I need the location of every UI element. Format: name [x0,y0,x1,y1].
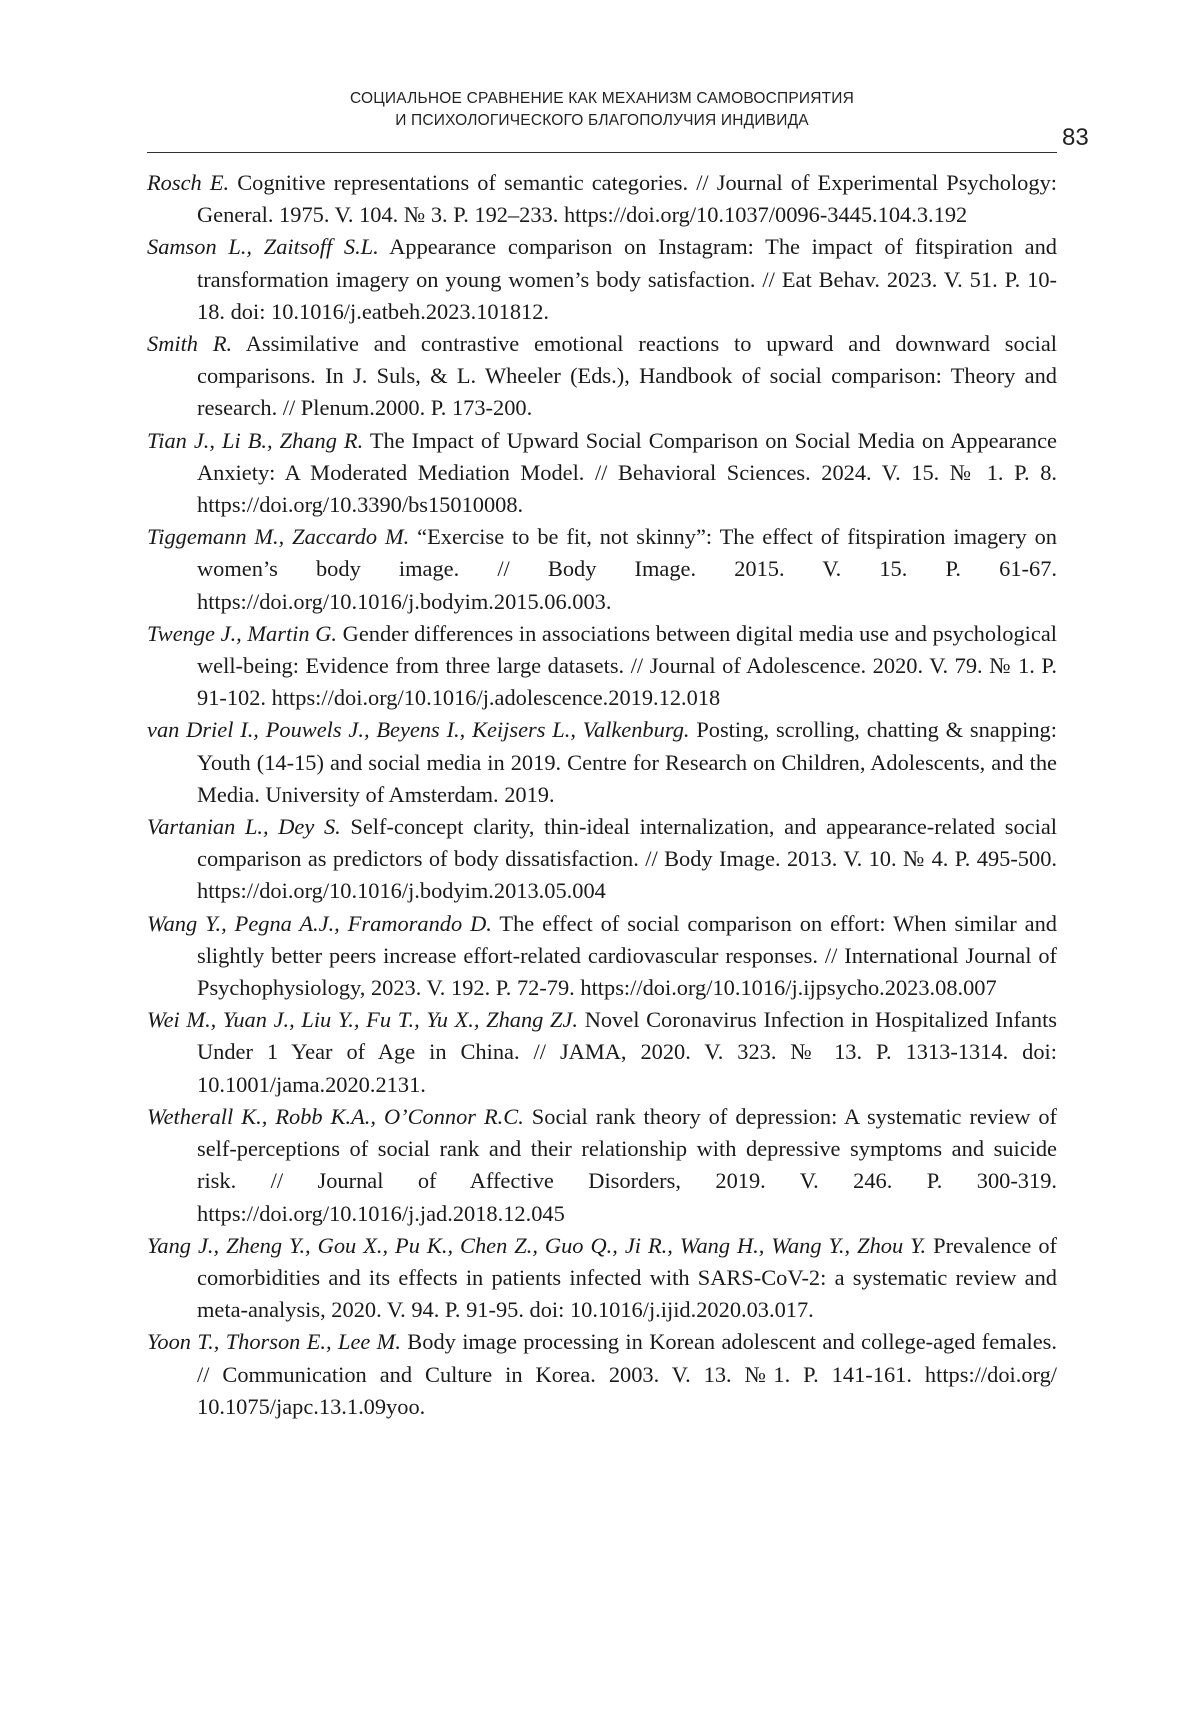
reference-text: Cognitive representations of semantic categories. // Journal of Experimental Psychology: General. 1975. V. 104. № 3. P. 192–233. https://doi.org/10.1037/0096-3445.104.3.192 [197,170,1057,228]
reference-text: Novel Coronavirus Infection in Hospitalized Infants Under 1 Year of Age in China. // JAMA, 2020. V. 323. № 13. P. 1313-1314. doi: 10.1001/jama.2020.2131. [197,1007,1058,1097]
reference-authors: Tiggemann M., Zaccardo M. [147,524,410,550]
reference-entry [147,1230,1057,1327]
reference-authors: Wei M., Yuan J., Liu Y., Fu T., Yu X., Zhang ZJ. [147,1007,579,1033]
reference-text: Body image processing in Korean adolescent and college-aged females. // Communication and Culture in Korea. 2003. V. 13. №1. P. 141-161. https://doi.org/ 10.1075/japc.13.1.09yoo. [197,1329,1057,1419]
reference-authors: Tian J., Li B., Zhang R. [147,427,364,453]
reference-entry [147,1004,1057,1101]
reference-list [147,167,1057,1423]
reference-entry [147,811,1057,908]
reference-entry [147,521,1057,618]
reference-text: Self-concept clarity, thin-ideal internalization, and appearance-related social comparison as predictors of body dissatisfaction. // Body Image. 2013. V. 10. № 4. P. 495-500. https://doi.org/10.1016/j.bodyim.2013.05.004 [197,814,1057,904]
reference-authors: Twenge J., Martin G. [147,620,338,646]
running-header-line-1: СОЦИАЛЬНОЕ СРАВНЕНИЕ КАК МЕХАНИЗМ САМОВОСПРИЯТИЯ [349,90,855,107]
reference-entry [147,908,1057,1005]
reference-entry [147,167,1057,231]
reference-entry [147,1101,1057,1230]
reference-text: The Impact of Upward Social Comparison on Social Media on Appearance Anxiety: A Moderated Mediation Model. // Behavioral Sciences. 2024. V. 15. № 1. P. 8. https://doi.org/10.3390/bs15010008. [197,427,1057,518]
reference-entry [147,425,1057,522]
reference-entry [147,231,1057,328]
reference-entry [147,328,1057,425]
reference-authors: Rosch E. [147,170,230,195]
reference-entry [147,618,1057,715]
reference-authors: Wang Y., Pegna A.J., Framorando D. [147,910,492,936]
reference-entry [147,1326,1057,1423]
reference-text: Gender differences in associations between digital media use and psychological well-being: Evidence from three large datasets. // Journal of Adolescence. 2020. V. 79. № 1. P. 91-102. https://doi.org/10.1016/j.adolescence.2019.12.018 [197,620,1057,711]
reference-text: Posting, scrolling, chatting & snapping: Youth (14-15) and social media in 2019. Centre for Research on Children, Adolescents, and the Media. University of Amsterdam. 2019. [197,717,1057,807]
reference-text: Appearance comparison on Instagram: The impact of fitspiration and transformation imagery on young women’s body satisfaction. // Eat Behav. 2023. V. 51. P. 10-18. doi: 10.1016/j.eatbeh.2023.101812. [197,234,1057,324]
running-header-line-2: И ПСИХОЛОГИЧЕСКОГО БЛАГОПОЛУЧИЯ ИНДИВИДА [395,112,809,129]
reference-authors: Yoon T., Thorson E., Lee M. [147,1329,401,1355]
reference-authors: van Driel I., Pouwels J., Beyens I., Keijsers L., Valkenburg. [147,717,690,743]
running-header [147,88,1057,132]
reference-text: Prevalence of comorbidities and its effects in patients infected with SARS-CoV-2: a systematic review and meta-analysis, 2020. V. 94. P. 91-95. doi: 10.1016/j.ijid.2020.03.017. [197,1232,1057,1323]
reference-text: Social rank theory of depression: A systematic review of self-perceptions of social rank and their relationship with depressive symptoms and suicide risk. // Journal of Affective Disorders, 2019. V. 246. P. 300-319. https://doi.org/10.1016/j.jad.2018.12.045 [197,1103,1058,1226]
reference-text: “Exercise to be fit, not skinny”: The effect of fitspiration imagery on women’s body image. // Body Image. 2015. V. 15. P. 61-67. https://doi.org/10.1016/j.bodyim.2015.06.003. [197,524,1058,614]
reference-text: The effect of social comparison on effort: When similar and slightly better peers increase effort-related cardiovascular responses. // International Journal of Psychophysiology, 2023. V. 192. P. 72-79. https://doi.org/10.1016/j.ijpsycho.2023.08.007 [197,910,1057,1001]
reference-text: Assimilative and contrastive emotional reactions to upward and downward social comparisons. In J. Suls, & L. Wheeler (Eds.), Handbook of social comparison: Theory and research. // Plenum.2000. P. 173-200. [197,331,1058,421]
reference-entry [147,714,1057,811]
header-divider [147,152,1057,153]
reference-authors: Samson L., Zaitsoff S.L. [147,234,379,260]
reference-authors: Yang J., Zheng Y., Gou X., Pu K., Chen Z., Guo Q., Ji R., Wang H., Wang Y., Zhou Y. [147,1232,927,1258]
reference-authors: Wetherall K., Robb K.A., O’Connor R.C. [147,1103,524,1129]
page-number: 83 [1062,124,1089,151]
reference-authors: Smith R. [147,331,233,357]
reference-authors: Vartanian L., Dey S. [147,814,341,840]
